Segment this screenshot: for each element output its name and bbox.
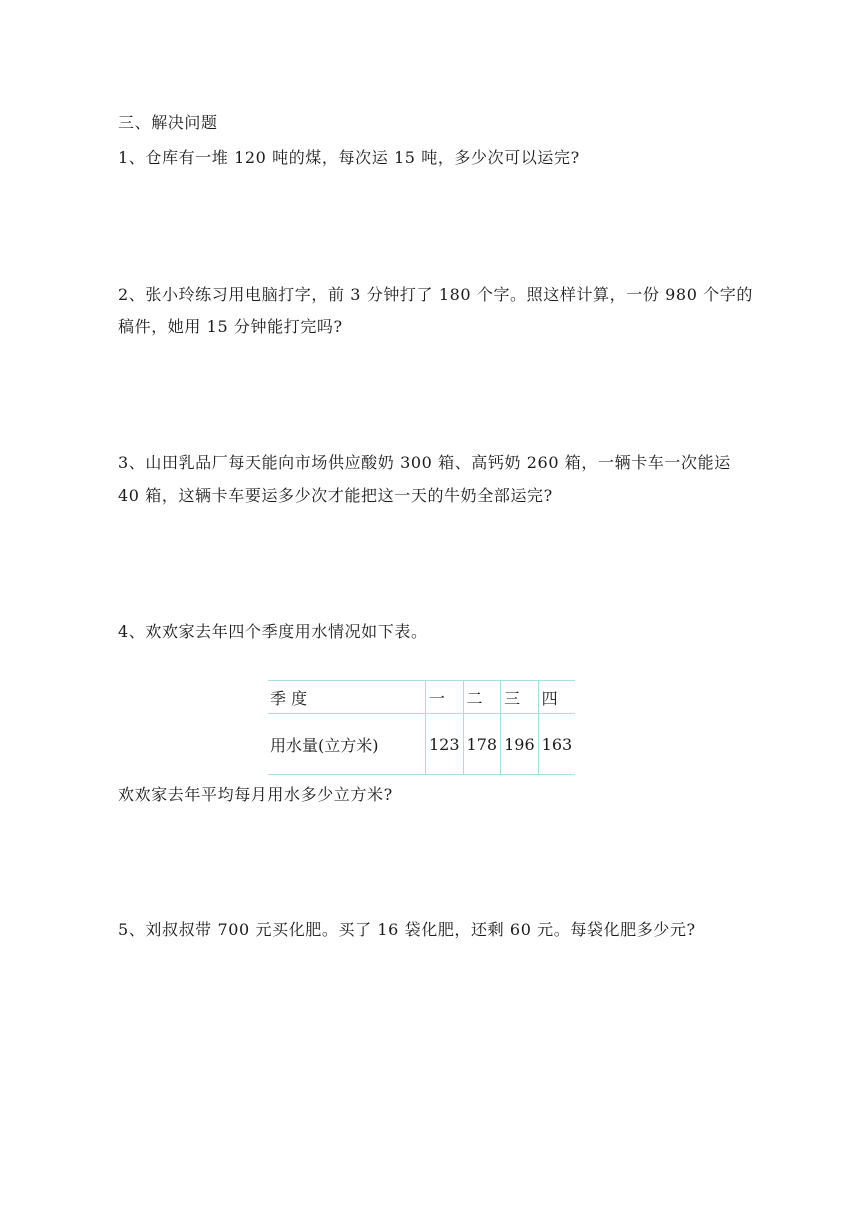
problem-1-text: 1、仓库有一堆 120 吨的煤，每次运 15 吨，多少次可以运完?: [118, 148, 580, 167]
problem-3-line-2: 40 箱，这辆卡车要运多少次才能把这一天的牛奶全部运完?: [118, 486, 553, 505]
table-row-label: 用水量(立方米): [268, 714, 426, 775]
problem-3-line-1: 3、山田乳品厂每天能向市场供应酸奶 300 箱、高钙奶 260 箱，一辆卡车一次能运: [118, 453, 731, 472]
table-header-q1: 一: [426, 681, 464, 714]
table-data-row: [268, 714, 575, 775]
table-header-label: 季 度: [268, 681, 426, 714]
table-header-q2: 二: [463, 681, 501, 714]
section-title: 三、解决问题: [118, 113, 218, 132]
water-usage-table: [268, 680, 575, 775]
problem-4-text: 4、欢欢家去年四个季度用水情况如下表。: [118, 622, 428, 641]
table-header-row: [268, 681, 575, 714]
problem-2-line-1: 2、张小玲练习用电脑打字，前 3 分钟打了 180 个字。照这样计算，一份 980 个字的: [118, 285, 753, 304]
table-cell-q3: 196: [501, 714, 539, 775]
problem-5-text: 5、刘叔叔带 700 元买化肥。买了 16 袋化肥，还剩 60 元。每袋化肥多少元?: [118, 920, 696, 939]
table-header-q4: 四: [538, 681, 575, 714]
problem-2-line-2: 稿件，她用 15 分钟能打完吗?: [118, 317, 343, 336]
table-cell-q4: 163: [538, 714, 575, 775]
table-cell-q2: 178: [463, 714, 501, 775]
table-cell-q1: 123: [426, 714, 464, 775]
table-header-q3: 三: [501, 681, 539, 714]
problem-4-question: 欢欢家去年平均每月用水多少立方米?: [118, 785, 393, 804]
